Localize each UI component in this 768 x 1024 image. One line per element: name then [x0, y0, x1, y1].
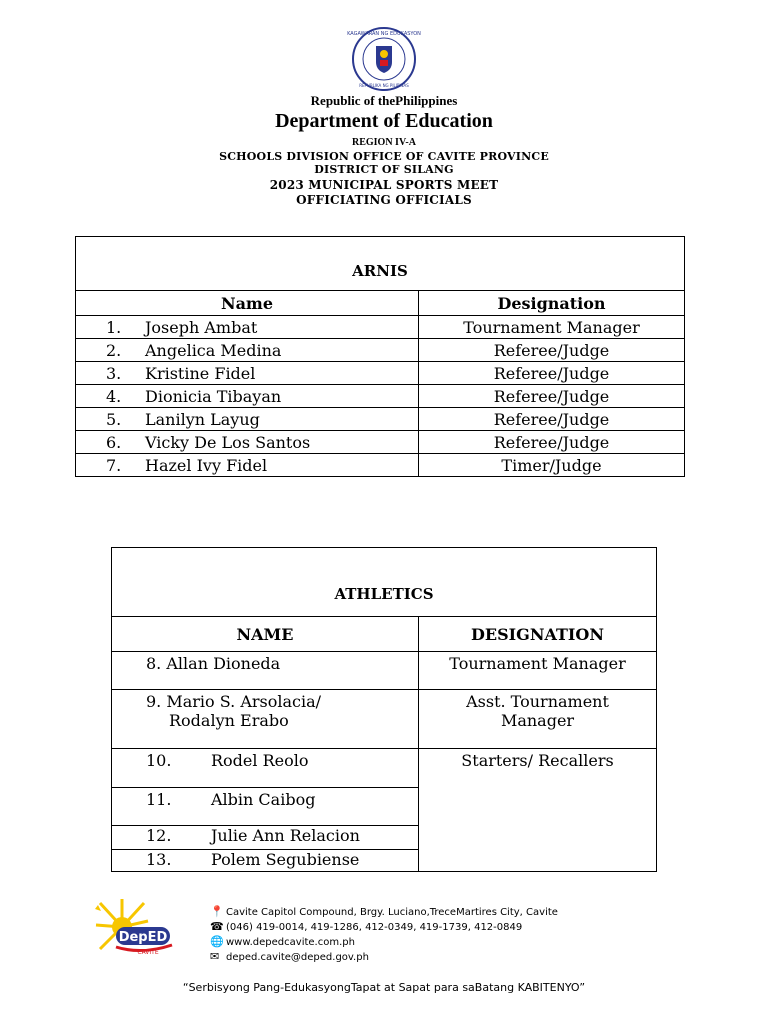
- athletics-table: [111, 547, 657, 872]
- official-name: Lanilyn Layug: [145, 409, 260, 429]
- official-designation: Referee/Judge: [419, 385, 685, 408]
- district-line: DISTRICT OF SILANG: [314, 163, 454, 176]
- division-line: SCHOOLS DIVISION OFFICE OF CAVITE PROVINCE: [219, 150, 549, 163]
- official-designation: Asst. Tournament: [466, 692, 609, 711]
- row-number: 10.: [146, 751, 172, 770]
- table-row: [76, 408, 685, 431]
- official-name: Julie Ann Relacion: [211, 826, 360, 845]
- address-text: Cavite Capitol Compound, Brgy. Luciano,TreceMartires City, Cavite: [226, 907, 558, 918]
- official-name: Joseph Ambat: [145, 317, 258, 337]
- table-row: [112, 690, 657, 749]
- official-name: Kristine Fidel: [145, 363, 256, 383]
- seal-text-bottom: REPUBLIKA NG PILIPINAS: [359, 83, 409, 88]
- arnis-title: ARNIS: [76, 237, 685, 291]
- official-designation: Tournament Manager: [419, 316, 685, 339]
- athletics-col-designation: DESIGNATION: [419, 617, 657, 652]
- arnis-table: [75, 236, 685, 477]
- table-row: [76, 454, 685, 477]
- phone-line: [210, 920, 522, 933]
- phone-text: (046) 419-0014, 419-1286, 412-0349, 419-1739, 412-0849: [226, 922, 523, 933]
- table-row: [112, 652, 657, 690]
- telephone-icon: ☎: [210, 920, 224, 933]
- department-title: Department of Education: [275, 110, 493, 132]
- official-name: Mario S. Arsolacia/: [166, 692, 322, 711]
- table-row: [76, 316, 685, 339]
- official-name: Rodel Reolo: [211, 751, 309, 770]
- arnis-col-name: Name: [76, 291, 419, 316]
- table-row: [76, 362, 685, 385]
- website-line: [210, 935, 355, 948]
- row-number: 4.: [106, 386, 122, 406]
- table-row: [76, 431, 685, 454]
- row-number: 8.: [146, 654, 162, 673]
- row-number: 2.: [106, 340, 122, 360]
- row-number: 6.: [106, 432, 122, 452]
- official-name: Polem Segubiense: [211, 850, 360, 869]
- athletics-title: ATHLETICS: [112, 548, 657, 617]
- row-number: 13.: [146, 850, 172, 869]
- republic-line: Republic of thePhilippines: [310, 93, 458, 108]
- official-name: Rodalyn Erabo: [169, 711, 289, 730]
- logo-text: DepED: [118, 930, 168, 945]
- envelope-icon: ✉: [210, 950, 220, 963]
- official-designation: Tournament Manager: [419, 652, 657, 690]
- seal-text-top: KAGAWARAN NG EDUKASYON: [347, 31, 421, 37]
- official-designation: Referee/Judge: [419, 431, 685, 454]
- footer-motto: “Serbisyong Pang-EdukasyongTapat at Sapat para saBatang KABITENYO”: [182, 981, 586, 994]
- row-number: 1.: [106, 317, 122, 337]
- arnis-col-designation: Designation: [419, 291, 685, 316]
- official-name: Allan Dioneda: [166, 654, 281, 673]
- official-designation: Referee/Judge: [419, 339, 685, 362]
- official-name: Vicky De Los Santos: [145, 432, 311, 452]
- official-designation: Manager: [500, 711, 575, 730]
- location-pin-icon: 📍: [210, 905, 224, 918]
- official-name: Dionicia Tibayan: [145, 386, 282, 406]
- event-line: 2023 MUNICIPAL SPORTS MEET: [269, 178, 499, 192]
- deped-cavite-logo: [92, 897, 192, 959]
- region-line: REGION IV-A: [352, 137, 416, 148]
- row-number: 11.: [146, 790, 172, 809]
- official-designation: Referee/Judge: [419, 408, 685, 431]
- globe-icon: 🌐: [210, 935, 224, 948]
- official-designation: Referee/Judge: [419, 362, 685, 385]
- official-name: Angelica Medina: [145, 340, 282, 360]
- table-row: [112, 749, 657, 788]
- address-line: [210, 905, 558, 918]
- athletics-col-name: NAME: [112, 617, 419, 652]
- official-name: Albin Caibog: [211, 790, 316, 809]
- table-row: [76, 385, 685, 408]
- website-text: www.depedcavite.com.ph: [226, 937, 355, 948]
- deped-seal-logo: [346, 26, 422, 92]
- email-text: deped.cavite@deped.gov.ph: [226, 952, 369, 963]
- row-number: 12.: [146, 826, 172, 845]
- subtitle-line: OFFICIATING OFFICIALS: [296, 193, 472, 207]
- official-designation: Starters/ Recallers: [419, 749, 657, 872]
- row-number: 9.: [146, 692, 162, 711]
- official-designation: Timer/Judge: [419, 454, 685, 477]
- email-line: [210, 950, 369, 963]
- official-name: Hazel Ivy Fidel: [145, 455, 268, 475]
- table-row: [76, 339, 685, 362]
- row-number: 5.: [106, 409, 122, 429]
- row-number: 3.: [106, 363, 122, 383]
- logo-subtext: CAVITE: [137, 949, 159, 956]
- row-number: 7.: [106, 455, 122, 475]
